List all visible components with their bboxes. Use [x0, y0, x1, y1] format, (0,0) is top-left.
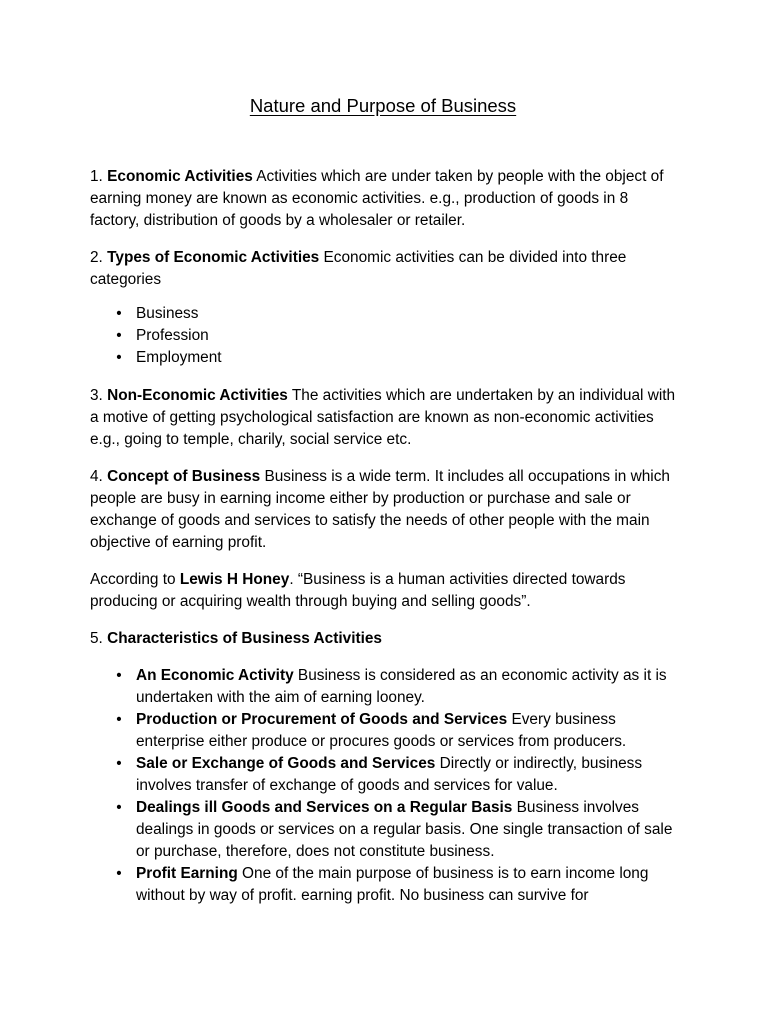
- quote-text: . “Business is a human activities directed towards producing or acquiring wealth through buying and selling goods”.: [90, 571, 626, 610]
- bullet-icon: •: [116, 305, 122, 322]
- section-number: 2.: [90, 249, 108, 266]
- bullet-icon: •: [116, 327, 122, 344]
- list-item-heading: Sale or Exchange of Goods and Services: [136, 755, 436, 772]
- section-number: 4.: [90, 468, 108, 485]
- section-non-economic-activities: [90, 385, 676, 451]
- list-item: [116, 325, 676, 347]
- section-text: Economic activities can be divided into three categories: [90, 249, 627, 288]
- quote-prefix: According to: [90, 571, 180, 588]
- bullet-icon: •: [116, 711, 122, 728]
- list-item-heading: Profit Earning: [136, 865, 238, 882]
- bullet-icon: •: [116, 667, 122, 684]
- section-economic-activities: [90, 166, 676, 232]
- section-text: Business is a wide term. It includes all occupations in which people are busy in earning income either by production or purchase and sale or exchange of goods and services to satisfy the needs of other people with the main objective of earning profit.: [90, 468, 670, 551]
- list-item: [116, 863, 676, 907]
- page-title: Nature and Purpose of Business: [249, 95, 517, 116]
- list-item-text: Business involves dealings in goods or services on a regular basis. One single transaction of sale or purchase, therefore, does not constitute business.: [136, 799, 673, 860]
- section-concept-of-business: [90, 466, 676, 554]
- list-item: [116, 303, 676, 325]
- characteristics-list: [90, 665, 676, 907]
- list-item: [116, 665, 676, 709]
- list-item: [116, 347, 676, 369]
- section-text: Activities which are under taken by people with the object of earning money are known as economic activities. e.g., production of goods in 8 factory, distribution of goods by a wholesaler or retailer.: [90, 168, 664, 229]
- list-item-heading: Dealings ill Goods and Services on a Regular Basis: [136, 799, 513, 816]
- bullet-icon: •: [116, 799, 122, 816]
- list-item-text: Directly or indirectly, business involves transfer of exchange of goods and services for value.: [136, 755, 643, 794]
- list-item-text: Every business enterprise either produce or procures goods or services from producers.: [136, 711, 627, 750]
- section-text: The activities which are undertaken by an individual with a motive of getting psychological satisfaction are known as non-economic activities e.g., going to temple, charily, social service etc.: [90, 387, 676, 448]
- list-item-text: Profession: [136, 327, 209, 344]
- bullet-icon: •: [116, 349, 122, 366]
- list-item-heading: An Economic Activity: [136, 667, 294, 684]
- list-item-text: Business: [136, 305, 199, 322]
- section-heading: Characteristics of Business Activities: [107, 630, 382, 647]
- economic-activity-types-list: [90, 303, 676, 369]
- list-item-text: One of the main purpose of business is to earn income long without by way of profit. earning profit. No business can survive for: [136, 865, 649, 904]
- section-heading: Concept of Business: [107, 468, 261, 485]
- section-heading: Types of Economic Activities: [107, 249, 320, 266]
- quote-author: Lewis H Honey: [179, 571, 290, 588]
- bullet-icon: •: [116, 755, 122, 772]
- list-item-text: Employment: [136, 349, 222, 366]
- list-item: [116, 753, 676, 797]
- section-number: 5.: [90, 630, 108, 647]
- list-item-text: Business is considered as an economic activity as it is undertaken with the aim of earning looney.: [136, 667, 667, 706]
- list-item-heading: Production or Procurement of Goods and Services: [136, 711, 508, 728]
- list-item: [116, 709, 676, 753]
- section-types-of-economic-activities: [90, 247, 676, 291]
- list-item: [116, 797, 676, 863]
- bullet-icon: •: [116, 865, 122, 882]
- section-number: 3.: [90, 387, 108, 404]
- section-number: 1.: [90, 168, 108, 185]
- section-heading: Non-Economic Activities: [107, 387, 288, 404]
- section-heading: Economic Activities: [107, 168, 253, 185]
- section-characteristics: [90, 628, 676, 650]
- definition-quote: [90, 569, 676, 613]
